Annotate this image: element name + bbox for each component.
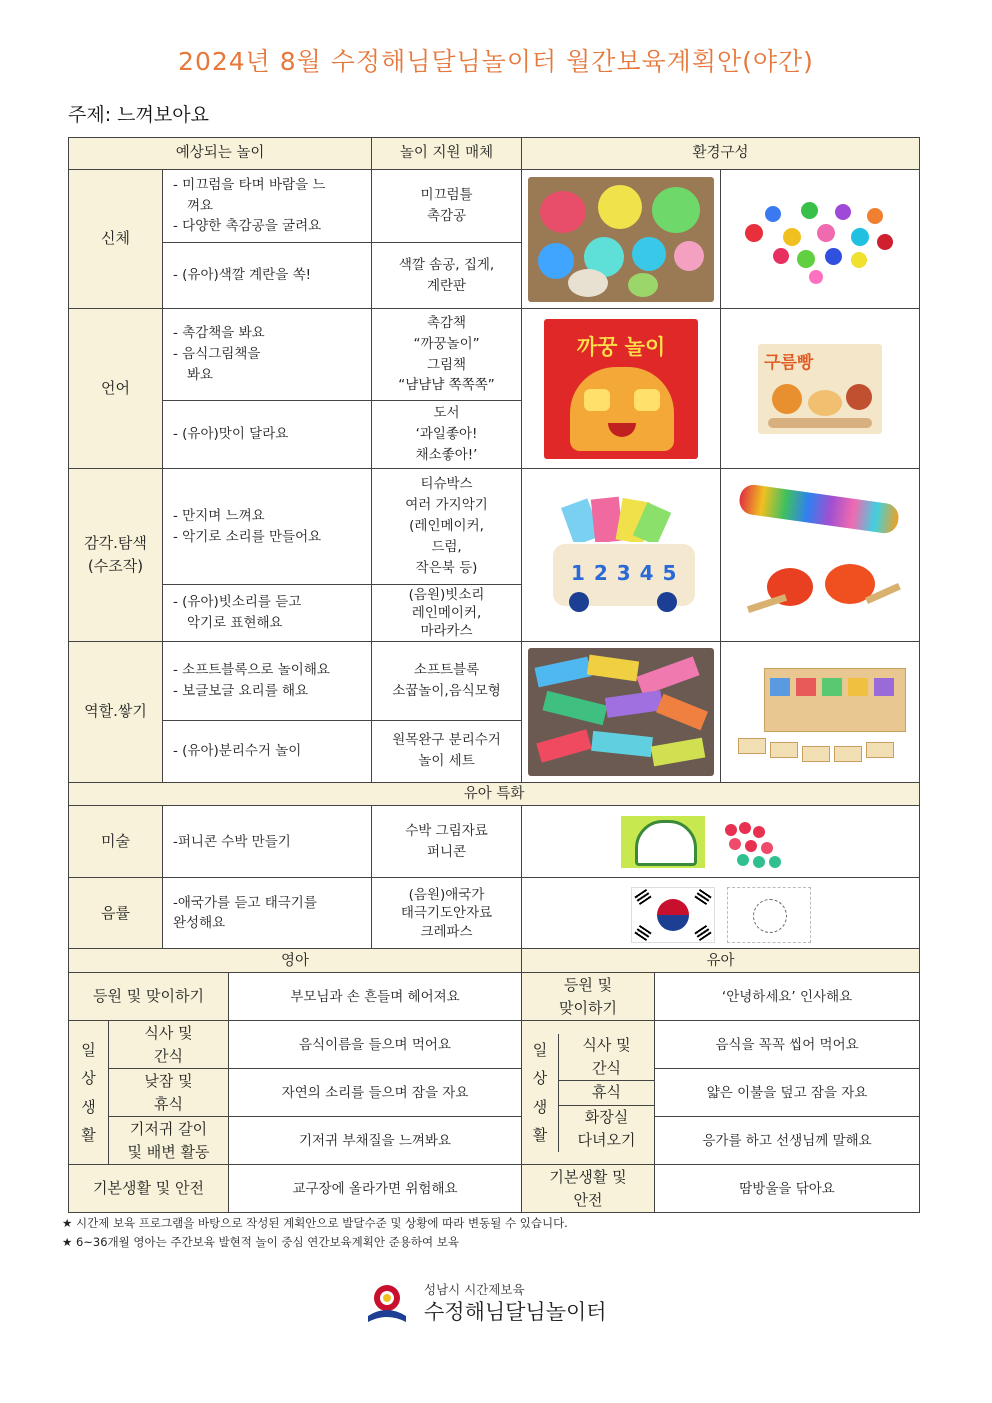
- soft-blocks-image: [528, 648, 714, 776]
- column-header-play: 예상되는 놀이: [69, 138, 372, 170]
- label-safety-toddler: 기본생활 및 안전: [522, 1165, 655, 1213]
- play-role-2: - (유아)분리수거 놀이: [163, 720, 372, 782]
- category-music: 음률: [69, 878, 163, 949]
- media-art: 수박 그림자료 퍼니콘: [372, 806, 522, 878]
- play-body-1: - 미끄럼을 타며 바람을 느 껴요 - 다양한 촉감공을 굴려요: [163, 170, 372, 243]
- label-daily-life-infant: 일 상 생 활: [69, 1021, 109, 1165]
- label-daily-life-toddler: 일 상 생 활 식사 및 간식 휴식 화장실 다녀오기: [522, 1021, 655, 1165]
- logo-line2: 수정해님달님놀이터: [424, 1300, 607, 1324]
- book-title-peekaboo: 까꿍 놀이: [576, 334, 666, 359]
- media-role-1: 소프트블록 소꿉놀이,음식모형: [372, 642, 522, 721]
- image-taegukgi: [522, 878, 920, 949]
- footnote-2: ★ 6~36개월 영아는 주간보육 발현적 놀이 중심 연간보육계획안 준용하여 보육: [62, 1235, 459, 1249]
- play-language-2: - (유아)맛이 달라요: [163, 401, 372, 469]
- play-sensory-2: - (유아)빗소리를 듣고 악기로 표현해요: [163, 585, 372, 642]
- arrival-toddler: ‘안녕하세요’ 인사해요: [655, 973, 920, 1021]
- image-pompoms: [721, 170, 920, 309]
- media-language-1: 촉감책 “까꿍놀이” 그림책 “냠냠냠 쪽쪽쪽”: [372, 309, 522, 401]
- label-arrival-toddler: 등원 및 맞이하기: [522, 973, 655, 1021]
- play-body-2: - (유아)색깔 계란을 쏙!: [163, 243, 372, 309]
- nap-infant: 자연의 소리를 들으며 잠을 자요: [229, 1069, 522, 1117]
- media-sensory-2: (음원)빗소리 레인메이커, 마라카스: [372, 585, 522, 642]
- meal-infant: 음식이름을 들으며 먹어요: [229, 1021, 522, 1069]
- safety-infant: 교구장에 올라가면 위험해요: [229, 1165, 522, 1213]
- page-title: 2024년 8월 수정해님달님놀이터 월간보육계획안(야간): [178, 47, 814, 76]
- org-logo: [366, 1278, 636, 1330]
- play-language-1: - 촉감책을 봐요 - 음식그림책을 봐요: [163, 309, 372, 401]
- logo-line1: 성남시 시간제보육: [424, 1282, 525, 1297]
- label-diaper-infant: 기저귀 갈이 및 배변 활동: [109, 1117, 229, 1165]
- column-header-media: 놀이 지원 매체: [372, 138, 522, 170]
- section-toddler: 유아: [522, 949, 920, 973]
- media-sensory-1: 티슈박스 여러 가지악기 (레인메이커, 드럼, 작은북 등): [372, 469, 522, 585]
- logo-emblem-icon: [366, 1282, 408, 1326]
- rainmaker-maracas-image: [733, 480, 907, 630]
- play-role-1: - 소프트블록으로 놀이해요 - 보글보글 요리를 해요: [163, 642, 372, 721]
- category-language: 언어: [69, 309, 163, 469]
- flag-outline-drawing: [727, 887, 811, 943]
- image-cloud-bread-book: [721, 309, 920, 469]
- recycling-set-image: [730, 654, 910, 770]
- rest-toddler: 얇은 이불을 덮고 잠을 자요: [655, 1069, 920, 1117]
- plan-table: [68, 137, 920, 1213]
- section-infant: 영아: [69, 949, 522, 973]
- image-recycling-set: [721, 642, 920, 783]
- category-art: 미술: [69, 806, 163, 878]
- label-arrival-infant: 등원 및 맞이하기: [69, 973, 229, 1021]
- category-sensory: 감각.탐색 (수조작): [69, 469, 163, 642]
- play-music: -애국가를 듣고 태극기를 완성해요: [163, 878, 372, 949]
- image-sensory-balls: [522, 170, 721, 309]
- tissue-box-image: [541, 496, 701, 614]
- label-rest-toddler: 휴식: [559, 1081, 654, 1105]
- tissue-box-numbers: 1 2 3 4 5: [571, 561, 678, 585]
- arrival-infant: 부모님과 손 흔들며 헤어져요: [229, 973, 522, 1021]
- column-header-environment: 환경구성: [522, 138, 920, 170]
- toilet-toddler: 응가를 하고 선생님께 말해요: [655, 1117, 920, 1165]
- book-cover-peekaboo: [544, 319, 698, 459]
- flag-drawing: [631, 887, 715, 943]
- label-toilet-toddler: 화장실 다녀오기: [577, 1107, 636, 1149]
- label-meal-toddler: 식사 및 간식: [559, 1034, 654, 1082]
- media-body-1: 미끄럼틀 촉감공: [372, 170, 522, 243]
- book-cover-cloud-bread: [758, 344, 882, 434]
- footnote-1: ★ 시간제 보육 프로그램을 바탕으로 작성된 계획안으로 발달수준 및 상황에 따라 변동될 수 있습니다.: [62, 1216, 568, 1230]
- pompom-image: [735, 184, 905, 294]
- image-tissue-box: [522, 469, 721, 642]
- category-body: 신체: [69, 170, 163, 309]
- image-soft-blocks: [522, 642, 721, 783]
- label-safety-infant: 기본생활 및 안전: [69, 1165, 229, 1213]
- theme-label: 주제: 느껴보아요: [68, 104, 209, 126]
- image-peekaboo-book: [522, 309, 721, 469]
- watermelon-drawing: [621, 816, 705, 868]
- section-toddler-special: 유아 특화: [69, 783, 920, 806]
- basket-image: [528, 177, 714, 302]
- diaper-infant: 기저귀 부채질을 느껴봐요: [229, 1117, 522, 1165]
- media-music: (음원)애국가 태극기도안자료 크레파스: [372, 878, 522, 949]
- label-meal-infant: 식사 및 간식: [109, 1021, 229, 1069]
- label-nap-infant: 낮잠 및 휴식: [109, 1069, 229, 1117]
- image-watermelon: [522, 806, 920, 878]
- category-role-blocks: 역할.쌓기: [69, 642, 163, 783]
- play-sensory-1: - 만지며 느껴요 - 악기로 소리를 만들어요: [163, 469, 372, 585]
- safety-toddler: 땀방울을 닦아요: [655, 1165, 920, 1213]
- meal-toddler: 음식을 꼭꼭 씹어 먹어요: [655, 1021, 920, 1069]
- image-instruments: [721, 469, 920, 642]
- media-language-2: 도서 ‘과일좋아! 채소좋아!’: [372, 401, 522, 469]
- book-title-cloud-bread: 구름빵: [764, 352, 814, 373]
- play-art: -퍼니콘 수박 만들기: [163, 806, 372, 878]
- media-role-2: 원목완구 분리수거 놀이 세트: [372, 720, 522, 782]
- media-body-2: 색깔 솜공, 집게, 계란판: [372, 243, 522, 309]
